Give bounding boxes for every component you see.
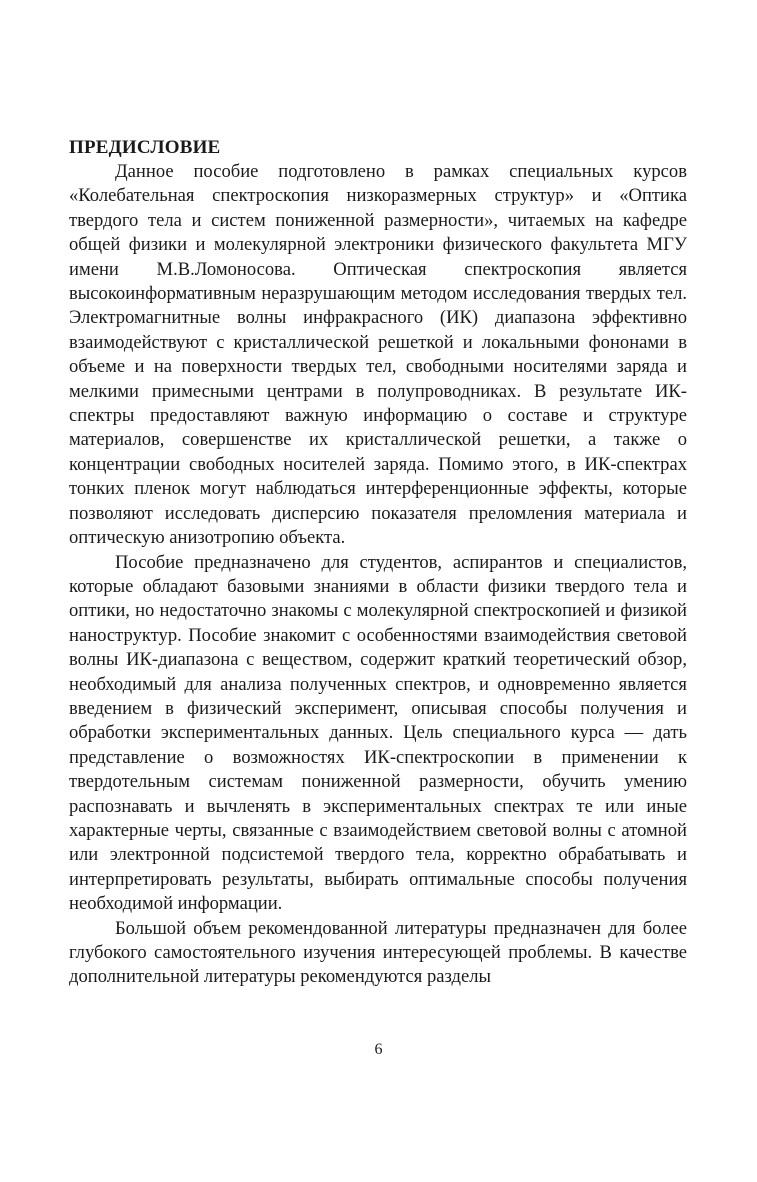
page-number: 6 bbox=[374, 1041, 383, 1058]
page-content bbox=[69, 136, 687, 990]
paragraph-1: Данное пособие подготовлено в рамках специальных курсов «Колебательная спектроскопия низкоразмерных структур» и «Оптика твердого тела и систем пониженной размерности», читаемых на кафедре общей физики и молекулярной электроники физического факультета МГУ имени М.В.Ломоносова. Оптическая спектроскопия является высокоинформативным неразрушающим методом исследования твердых тел. Электромагнитные волны инфракрасного (ИК) диапазона эффективно взаимодействуют с кристаллической решеткой и локальными фононами в объеме и на поверхности твердых тел, свободными носителями заряда и мелкими примесными центрами в полупроводниках. В результате ИК-спектры предоставляют важную информацию о составе и структуре материалов, совершенстве их кристаллической решетки, а также о концентрации свободных носителей заряда. Помимо этого, в ИК-спектрах тонких пленок могут наблюдаться интерференционные эффекты, которые позволяют исследовать дисперсию показателя преломления материала и оптическую анизотропию объекта. bbox=[69, 161, 687, 549]
paragraph-2: Пособие предназначено для студентов, аспирантов и специалистов, которые обладают базовыми знаниями в области физики твердого тела и оптики, но недостаточно знакомы с молекулярной спектроскопией и физикой наноструктур. Пособие знакомит с особенностями взаимодействия световой волны ИК-диапазона с веществом, содержит краткий теоретический обзор, необходимый для анализа полученных спектров, и одновременно является введением в физический эксперимент, описывая способы получения и обработки экспериментальных данных. Цель специального курса — дать представление о возможностях ИК-спектроскопии в применении к твердотельным системам пониженной размерности, обучить умению распознавать и вычленять в экспериментальных спектрах те или иные характерные черты, связанные с взаимодействием световой волны с атомной или электронной подсистемой твердого тела, корректно обрабатывать и интерпретировать результаты, выбирать оптимальные способы получения необходимой информации. bbox=[69, 551, 687, 915]
section-heading: ПРЕДИСЛОВИЕ bbox=[69, 137, 221, 158]
paragraph-3: Большой объем рекомендованной литературы предназначен для более глубокого самостоятельного изучения интересующей проблемы. В качестве дополнительной литературы рекомендуются разделы bbox=[69, 917, 687, 988]
